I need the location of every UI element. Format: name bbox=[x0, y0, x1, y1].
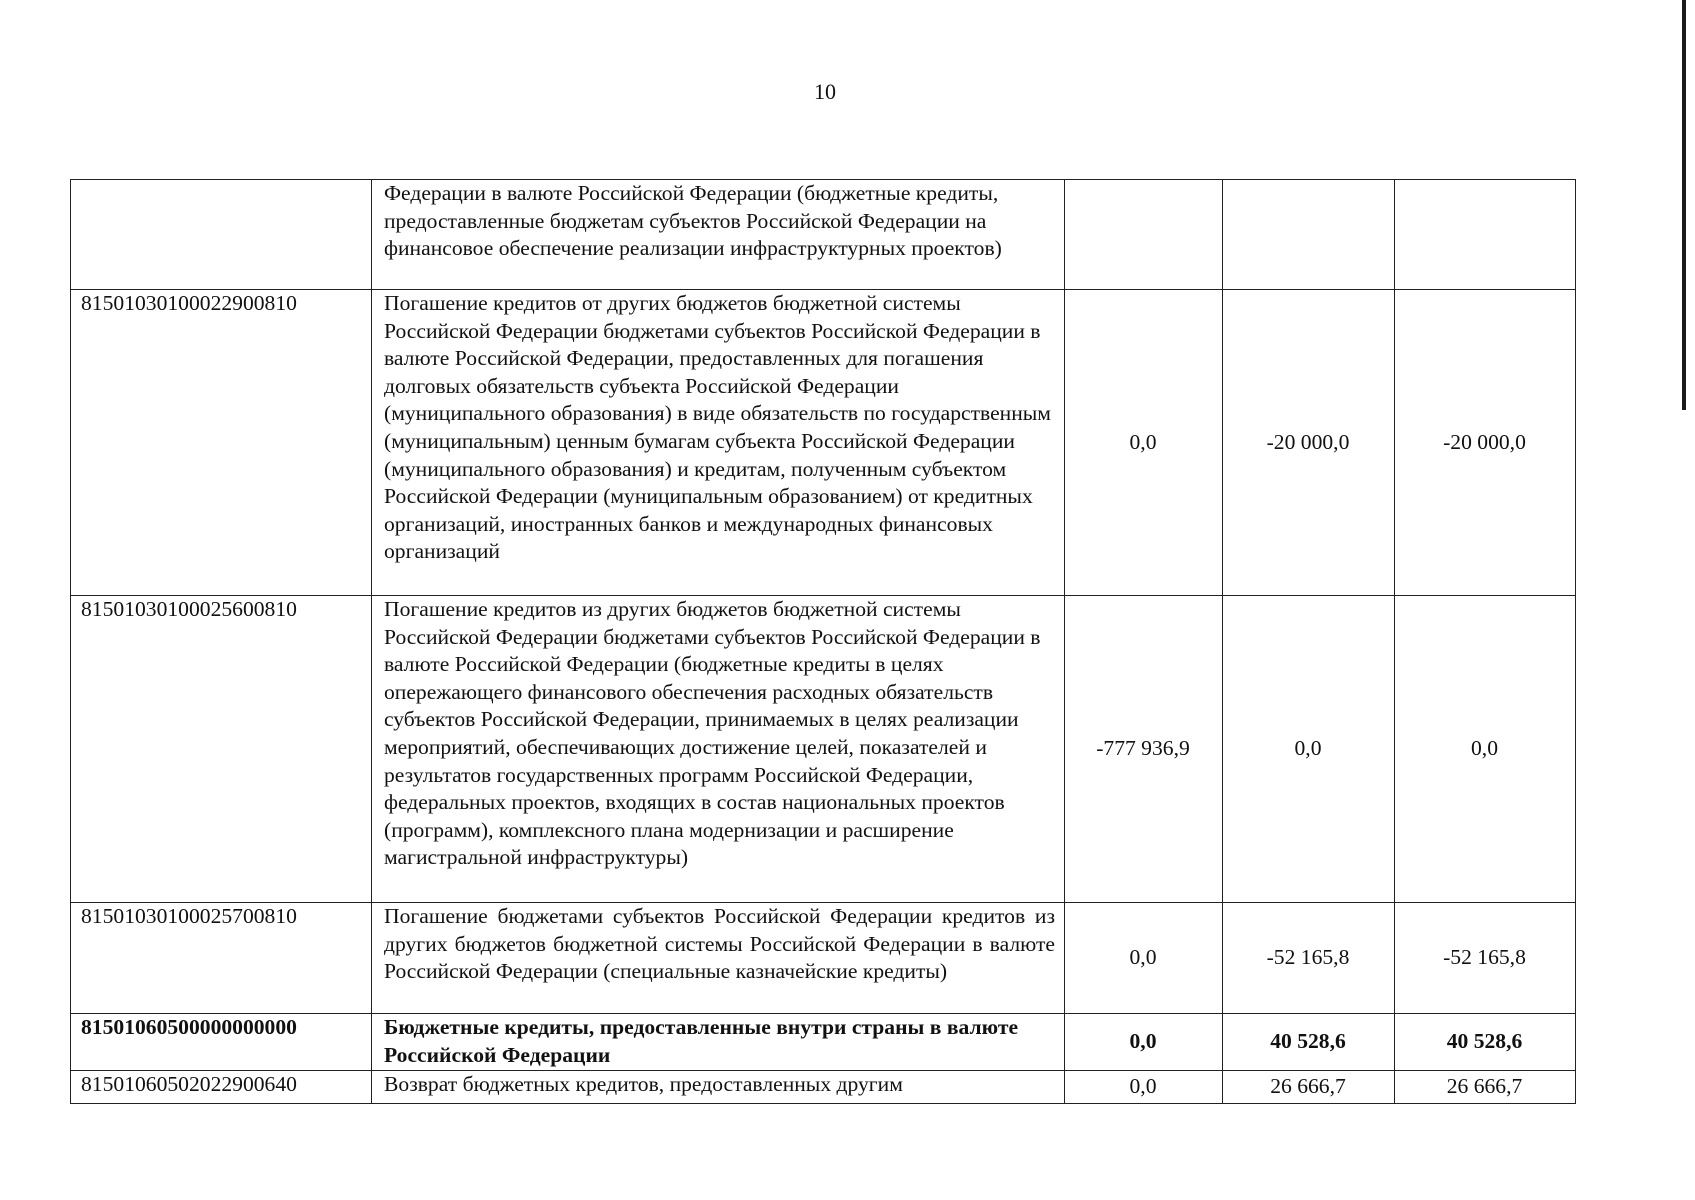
row-value-2 bbox=[1223, 180, 1395, 290]
row-value-2: -52 165,8 bbox=[1223, 903, 1395, 1014]
row-code bbox=[71, 180, 372, 290]
row-value-3: -20 000,0 bbox=[1395, 290, 1576, 596]
budget-table bbox=[70, 179, 1576, 1104]
row-value-3: -52 165,8 bbox=[1395, 903, 1576, 1014]
table-row bbox=[71, 903, 1576, 1014]
row-description: Федерации в валюте Российской Федерации (бюджетные кредиты, предоставленные бюджетам субъектов Российской Федерации на финансовое обеспечение реализации инфраструктурных проектов) bbox=[372, 180, 1065, 290]
row-description: Погашение бюджетами субъектов Российской Федерации кредитов из других бюджетов бюджетной системы Российской Федерации в валюте Российской Федерации (специальные казначейские кредиты) bbox=[372, 903, 1065, 1014]
row-value-3: 0,0 bbox=[1395, 596, 1576, 903]
row-code: 81501030100025700810 bbox=[71, 903, 372, 1014]
row-value-2: 40 528,6 bbox=[1223, 1014, 1395, 1071]
row-value-3 bbox=[1395, 180, 1576, 290]
table-row bbox=[71, 596, 1576, 903]
row-value-2: 26 666,7 bbox=[1223, 1071, 1395, 1104]
row-code: 81501030100025600810 bbox=[71, 596, 372, 903]
row-value-1: 0,0 bbox=[1065, 903, 1223, 1014]
row-code: 81501060500000000000 bbox=[71, 1014, 372, 1071]
table-row bbox=[71, 180, 1576, 290]
row-value-3: 26 666,7 bbox=[1395, 1071, 1576, 1104]
row-value-2: -20 000,0 bbox=[1223, 290, 1395, 596]
row-value-2: 0,0 bbox=[1223, 596, 1395, 903]
page-number: 10 bbox=[814, 79, 836, 104]
table-row bbox=[71, 290, 1576, 596]
table-row bbox=[71, 1014, 1576, 1071]
row-value-1: 0,0 bbox=[1065, 1014, 1223, 1071]
row-code: 81501030100022900810 bbox=[71, 290, 372, 596]
row-description: Погашение кредитов из других бюджетов бюджетной системы Российской Федерации бюджетами субъектов Российской Федерации в валюте Российской Федерации (бюджетные кредиты в целях опережающего финансового обеспечения расходных обязательств субъектов Российской Федерации, принимаемых в целях реализации мероприятий, обеспечивающих достижение целей, показателей и результатов государственных программ Российской Федерации, федеральных проектов, входящих в состав национальных проектов (программ), комплексного плана модернизации и расширение магистральной инфраструктуры) bbox=[372, 596, 1065, 903]
row-value-3: 40 528,6 bbox=[1395, 1014, 1576, 1071]
table-row bbox=[71, 1071, 1576, 1104]
row-value-1 bbox=[1065, 180, 1223, 290]
row-value-1: 0,0 bbox=[1065, 290, 1223, 596]
row-value-1: 0,0 bbox=[1065, 1071, 1223, 1104]
row-description: Бюджетные кредиты, предоставленные внутри страны в валюте Российской Федерации bbox=[372, 1014, 1065, 1071]
scan-edge-mark bbox=[1682, 0, 1686, 410]
row-description: Погашение кредитов от других бюджетов бюджетной системы Российской Федерации бюджетами субъектов Российской Федерации в валюте Российской Федерации, предоставленных для погашения долговых обязательств субъекта Российской Федерации (муниципального образования) в виде обязательств по государственным (муниципальным) ценным бумагам субъекта Российской Федерации (муниципального образования) и кредитам, полученным субъектом Российской Федерации (муниципальным образованием) от кредитных организаций, иностранных банков и международных финансовых организаций bbox=[372, 290, 1065, 596]
row-description: Возврат бюджетных кредитов, предоставленных другим bbox=[372, 1071, 1065, 1104]
row-code: 81501060502022900640 bbox=[71, 1071, 372, 1104]
row-value-1: -777 936,9 bbox=[1065, 596, 1223, 903]
